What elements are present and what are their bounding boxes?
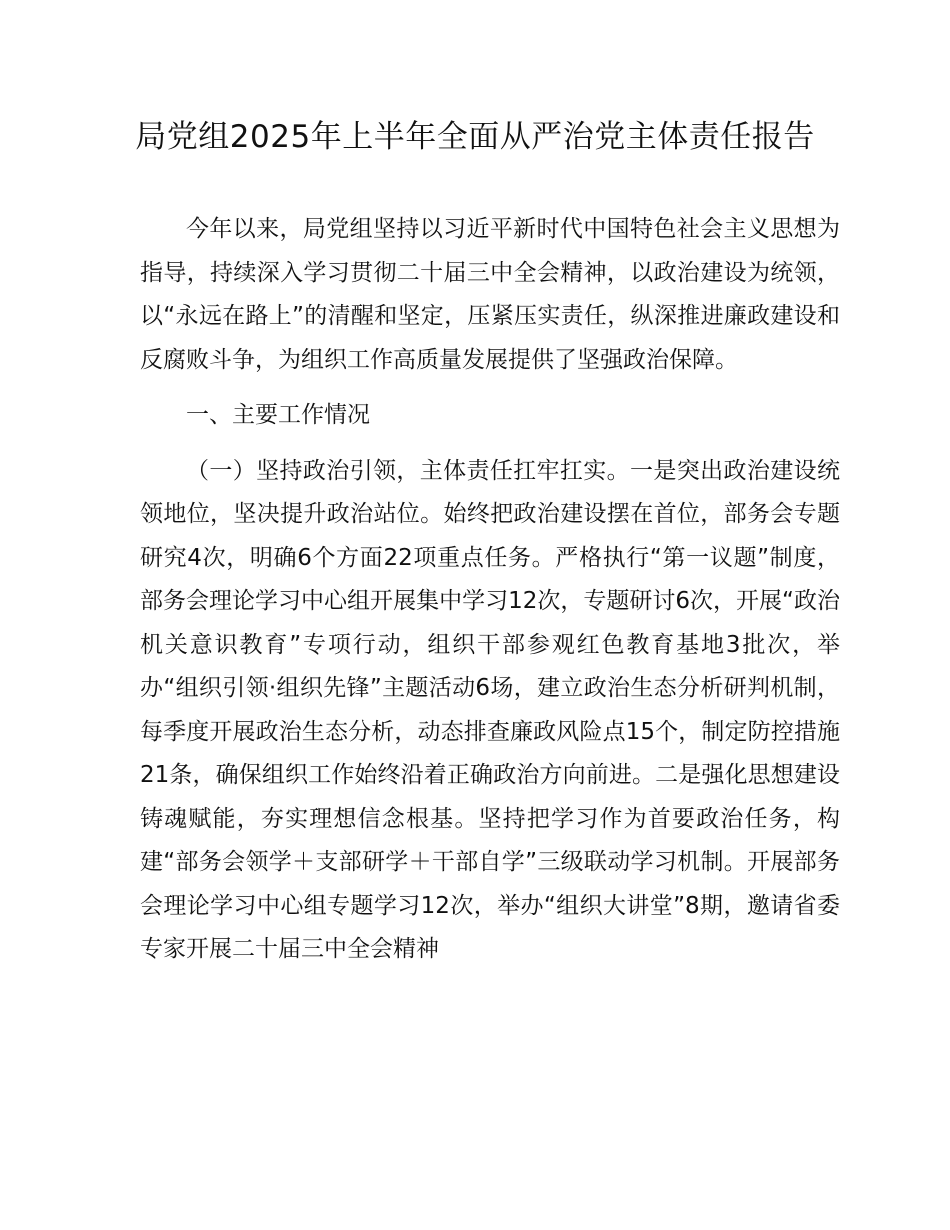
document-title: 局党组2025年上半年全面从严治党主体责任报告 [135,119,815,155]
intro-paragraph: 今年以来，局党组坚持以习近平新时代中国特色社会主义思想为指导，持续深入学习贯彻二十届三中全会精神，以政治建设为统领，以“永远在路上”的清醒和坚定，压紧压实责任，纵深推进廉政建设和反腐败斗争，为组织工作高质量发展提供了坚强政治保障。 [140,216,840,373]
section-heading: 一、主要工作情况 [186,402,370,428]
document-body [140,208,840,972]
section-paragraph: （一）坚持政治引领，主体责任扛牢扛实。一是突出政治建设统领地位，坚决提升政治站位。始终把政治建设摆在首位，部务会专题研究4次，明确6个方面22项重点任务。严格执行“第一议题”制度，部务会理论学习中心组开展集中学习12次，专题研讨6次，开展“政治机关意识教育”专项行动，组织干部参观红色教育基地3批次，举办“组织引领·组织先锋”主题活动6场，建立政治生态分析研判机制，每季度开展政治生态分析，动态排查廉政风险点15个，制定防控措施21条，确保组织工作始终沿着正确政治方向前进。二是强化思想建设铸魂赋能，夯实理想信念根基。坚持把学习作为首要政治任务，构建“部务会领学＋支部研学＋干部自学”三级联动学习机制。开展部务会理论学习中心组专题学习12次，举办“组织大讲堂”8期，邀请省委专家开展二十届三中全会精神 [140,457,840,962]
